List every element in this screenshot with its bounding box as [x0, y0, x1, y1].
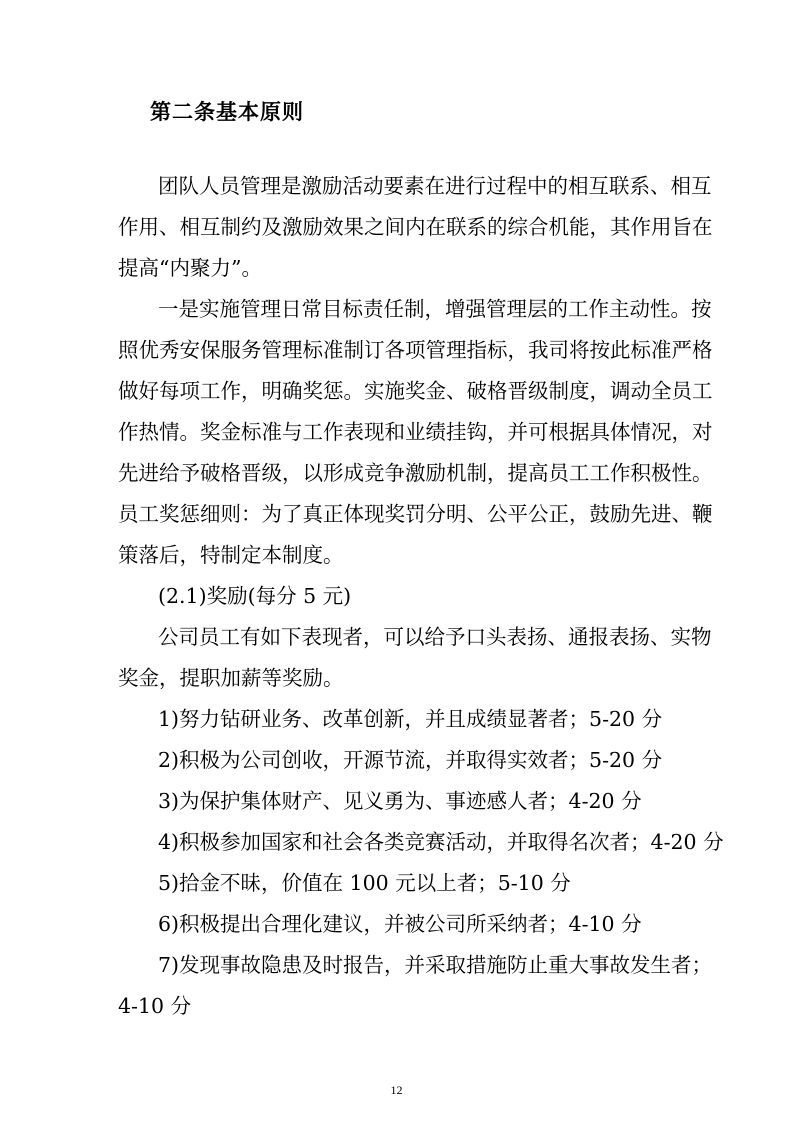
list-item: 5)拾金不昧，价值在 100 元以上者；5-10 分	[158, 871, 571, 895]
page-number: 12	[390, 1083, 403, 1097]
list-item: 4)积极参加国家和社会各类竞赛活动，并取得名次者；4-20 分	[158, 830, 724, 854]
paragraph-line: 先进给予破格晋级，以形成竞争激励机制，提高员工工作积极性。	[118, 461, 713, 485]
paragraph-line: 作热情。奖金标准与工作表现和业绩挂钩，并可根据具体情况，对	[118, 420, 713, 444]
paragraph-line: 作用、相互制约及激励效果之间内在联系的综合机能，其作用旨在	[118, 215, 713, 239]
paragraph-line: 做好每项工作，明确奖惩。实施奖金、破格晋级制度，调动全员工	[118, 379, 713, 403]
paragraph-line: 员工奖惩细则：为了真正体现奖罚分明、公平公正，鼓励先进、鞭	[118, 502, 713, 526]
paragraph-line: 公司员工有如下表现者，可以给予口头表扬、通报表扬、实物	[158, 625, 712, 649]
list-item: 1)努力钻研业务、改革创新，并且成绩显著者；5-20 分	[158, 707, 663, 731]
list-item: 7)发现事故隐患及时报告，并采取措施防止重大事故发生者；	[158, 953, 713, 977]
section-heading: 第二条基本原则	[150, 99, 304, 124]
list-item-continuation: 4-10 分	[118, 994, 192, 1018]
paragraph-line: 一是实施管理日常目标责任制，增强管理层的工作主动性。按	[158, 297, 712, 321]
subsection-title: (2.1)奖励(每分 5 元)	[158, 584, 352, 608]
paragraph-line: 提高“内聚力”。	[118, 256, 262, 280]
paragraph-line: 团队人员管理是激励活动要素在进行过程中的相互联系、相互	[158, 174, 712, 198]
paragraph-line: 奖金，提职加薪等奖励。	[118, 666, 344, 690]
list-item: 2)积极为公司创收，开源节流，并取得实效者；5-20 分	[158, 748, 663, 772]
paragraph-line: 照优秀安保服务管理标准制订各项管理指标，我司将按此标准严格	[118, 338, 713, 362]
list-item: 3)为保护集体财产、见义勇为、事迹感人者；4-20 分	[158, 789, 642, 813]
list-item: 6)积极提出合理化建议，并被公司所采纳者；4-10 分	[158, 912, 642, 936]
paragraph-line: 策落后，特制定本制度。	[118, 543, 344, 567]
